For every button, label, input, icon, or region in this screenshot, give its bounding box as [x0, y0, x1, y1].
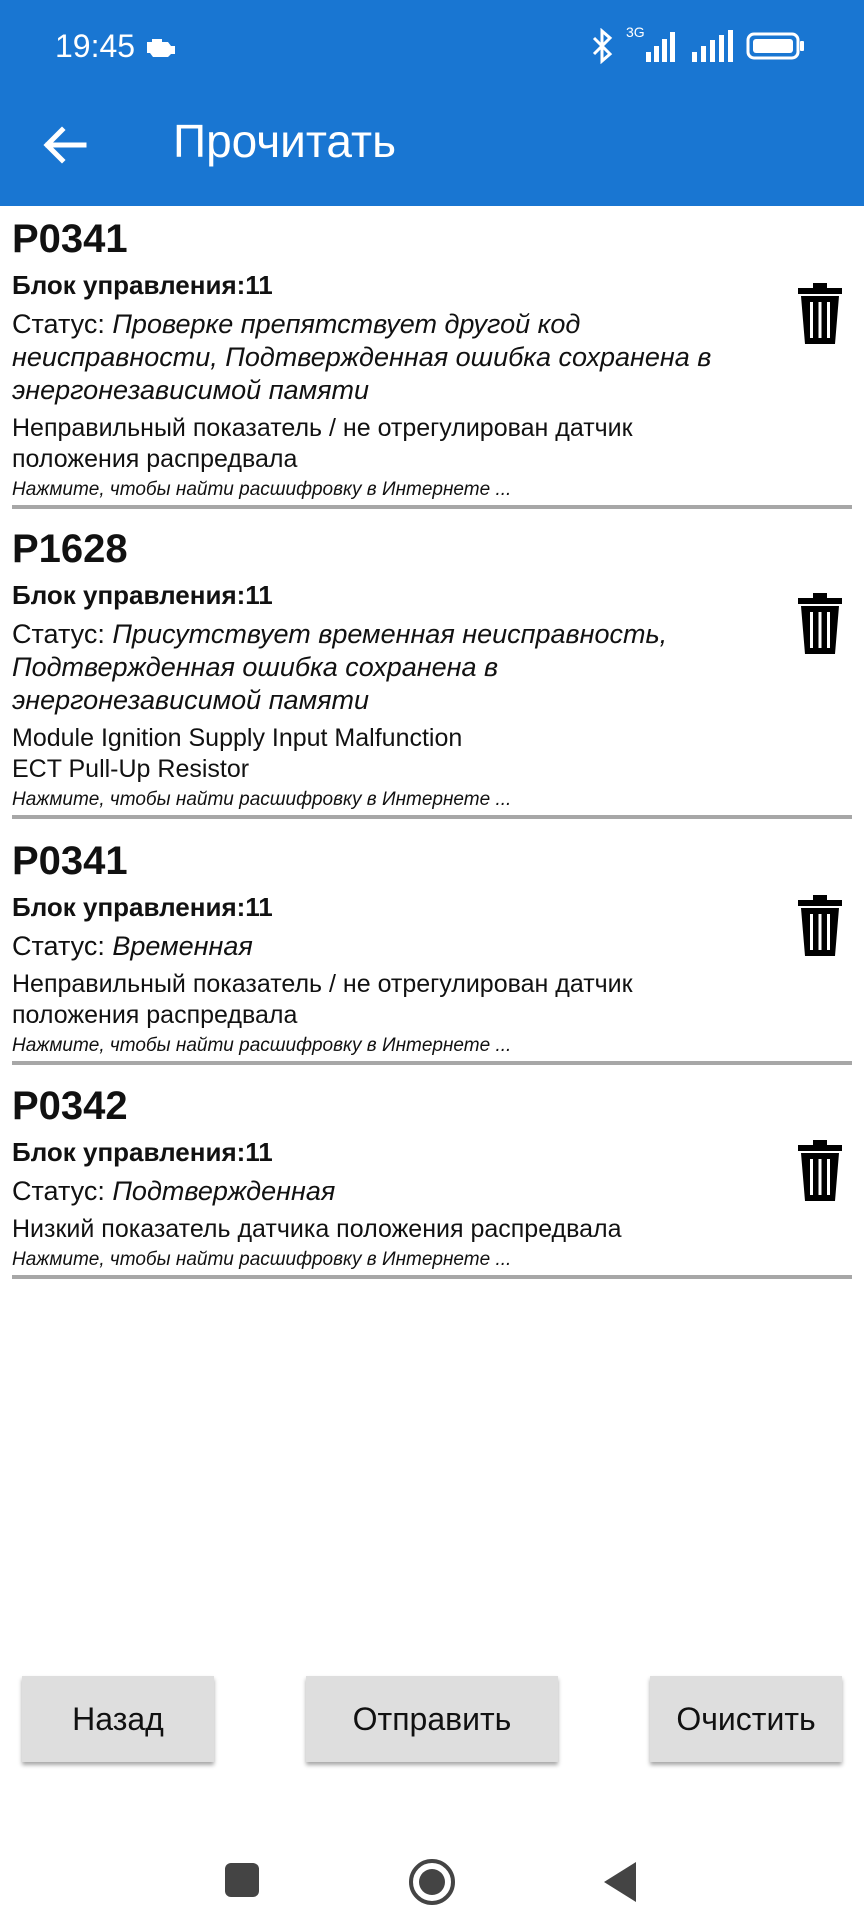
signal-bars-icon-2: [690, 28, 734, 64]
status-bar: [0, 0, 864, 92]
control-unit-label: Блок управления:11: [12, 1137, 273, 1167]
search-hint: Нажмите, чтобы найти расшифровку в Интернете ...: [12, 1035, 512, 1056]
list-item[interactable]: [0, 206, 864, 516]
clear-button[interactable]: Очистить: [650, 1676, 842, 1762]
system-navigation-bar: [0, 1820, 864, 1920]
battery-icon: [746, 28, 806, 64]
back-nav-icon[interactable]: [600, 1860, 640, 1904]
home-icon[interactable]: [408, 1858, 456, 1906]
status-text: Статус: Присутствует временная неисправность, Подтвержденная ошибка сохранена в энергонезависимой памяти: [12, 619, 668, 715]
error-code: P0341: [12, 217, 128, 261]
status-icons: [590, 24, 806, 64]
list-item[interactable]: [0, 1073, 864, 1293]
trash-icon[interactable]: [796, 282, 844, 346]
check-engine-icon: [143, 36, 177, 58]
list-item[interactable]: [0, 828, 864, 1073]
mobile-signal-1: [626, 24, 678, 64]
error-description: Неправильный показатель / не отрегулирован датчик положения распредвала: [12, 414, 633, 473]
error-description: Неправильный показатель / не отрегулирован датчик положения распредвала: [12, 970, 633, 1029]
list-item[interactable]: [0, 516, 864, 828]
error-code: P0341: [12, 839, 128, 883]
divider: [12, 1061, 852, 1065]
status-text: Статус: Временная: [12, 931, 253, 961]
recent-apps-icon[interactable]: [224, 1862, 260, 1898]
search-hint: Нажмите, чтобы найти расшифровку в Интернете ...: [12, 789, 512, 810]
divider: [12, 1275, 852, 1279]
page-title: Прочитать: [173, 115, 397, 167]
back-button[interactable]: Назад: [22, 1676, 214, 1762]
bluetooth-icon: [590, 28, 614, 64]
error-description: Низкий показатель датчика положения распредвала: [12, 1215, 622, 1243]
network-type-label: 3G: [626, 24, 645, 40]
control-unit-label: Блок управления:11: [12, 892, 273, 922]
trash-icon[interactable]: [796, 592, 844, 656]
trash-icon[interactable]: [796, 894, 844, 958]
status-text: Статус: Подтвержденная: [12, 1176, 336, 1206]
control-unit-label: Блок управления:11: [12, 270, 273, 300]
trash-icon[interactable]: [796, 1139, 844, 1203]
search-hint: Нажмите, чтобы найти расшифровку в Интернете ...: [12, 479, 512, 500]
control-unit-label: Блок управления:11: [12, 580, 273, 610]
error-code: P0342: [12, 1084, 128, 1128]
error-description: Module Ignition Supply Input Malfunction ECT Pull-Up Resistor: [12, 724, 463, 783]
divider: [12, 815, 852, 819]
status-time: 19:45: [55, 28, 136, 64]
back-arrow-icon[interactable]: [40, 120, 90, 170]
error-code-list: [0, 206, 864, 1293]
error-code: P1628: [12, 527, 128, 571]
divider: [12, 505, 852, 509]
app-bar: [0, 92, 864, 206]
send-button[interactable]: Отправить: [306, 1676, 558, 1762]
status-text: Статус: Проверке препятствует другой код неисправности, Подтвержденная ошибка сохранена в энергонезависимой памяти: [12, 309, 712, 405]
search-hint: Нажмите, чтобы найти расшифровку в Интернете ...: [12, 1249, 512, 1270]
